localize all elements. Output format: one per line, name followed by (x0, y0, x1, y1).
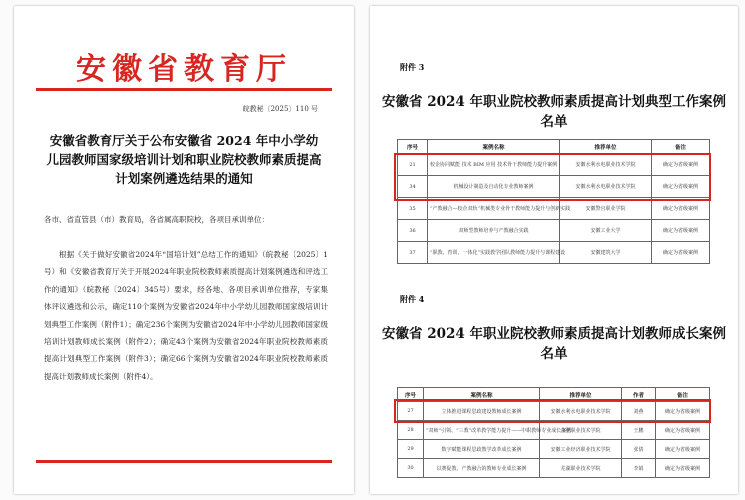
header-cell: 案例名称 (428, 140, 560, 154)
header-cell: 序号 (398, 140, 428, 154)
cell-unit: 安徽水利水电职业技术学院 (540, 402, 622, 421)
attachment4-title: 安徽省 2024 年职业院校教师素质提高计划教师成长案例名单 (382, 326, 726, 362)
cell-index: 30 (398, 459, 424, 478)
notice-title: 安徽省教育厅关于公布安徽省 2024 年中小学幼儿园教师国家级培训计划和职业院校教师素质提高计划案例遴选结果的通知 (46, 133, 322, 186)
cell-unit: 安徽水利水电职业技术学院 (560, 176, 652, 198)
attachment4-label: 附件 4 (400, 294, 425, 304)
highlight-box-attachment4 (394, 399, 711, 423)
cell-unit: 安徽建筑大学 (560, 242, 652, 264)
header-cell: 推荐单位 (560, 140, 652, 154)
cell-case-name: 数字赋能课程思政教学改革成长案例 (424, 440, 540, 459)
cell-note: 确定为省级案例 (656, 440, 710, 459)
cell-case-name: 以赛促教、产教融合的教师专业成长案例 (424, 459, 540, 478)
notice-page (14, 6, 354, 494)
header-cell: 推荐单位 (540, 388, 622, 402)
cell-case-name: 双师型教师培养与产教融合实践 (428, 220, 560, 242)
table-row (398, 459, 710, 478)
cell-note: 确定为省级案例 (652, 242, 710, 264)
cell-note: 确定为省级案例 (656, 402, 710, 421)
doc-header: 安徽省教育厅 (76, 52, 292, 87)
cell-note: 确定为省级案例 (652, 220, 710, 242)
table-row (398, 220, 710, 242)
cell-index: 37 (398, 242, 428, 264)
cell-note: 确定为省级案例 (656, 459, 710, 478)
cell-author: 王鹏 (622, 421, 656, 440)
header-cell: 序号 (398, 388, 424, 402)
cell-unit: 芜湖职业技术学院 (540, 459, 622, 478)
cell-index: 27 (398, 402, 424, 421)
cell-index: 29 (398, 440, 424, 459)
cell-index: 21 (398, 154, 428, 176)
cell-case-name: “产教融合—校企双轨”机械类专业骨干教师能力提升与创新实践 (428, 198, 560, 220)
table-header-row (398, 140, 710, 154)
attachment3-label: 附件 3 (400, 62, 425, 72)
doc-number: 皖教秘〔2025〕110 号 (242, 105, 318, 113)
cell-unit: 安徽工业经济职业技术学院 (540, 440, 622, 459)
cell-note: 确定为省级案例 (652, 154, 710, 176)
cell-unit: 安徽警官职业学院 (560, 198, 652, 220)
cell-unit: 安徽水利水电职业技术学院 (560, 154, 652, 176)
cell-note: 确定为省级案例 (656, 421, 710, 440)
cell-index: 34 (398, 176, 428, 198)
cell-case-name: “双师”引领、“三教”改革教学能力提升——中职教师专业成长案例 (424, 421, 540, 440)
table-row (398, 421, 710, 440)
cell-unit: 安徽工业大学 (560, 220, 652, 242)
header-cell: 备注 (652, 140, 710, 154)
cell-index: 36 (398, 220, 428, 242)
attachment-page (370, 6, 738, 494)
cell-author: 李娟 (622, 459, 656, 478)
cell-note: 确定为省级案例 (652, 198, 710, 220)
highlight-box-attachment3 (394, 153, 711, 201)
cell-case-name: 机械设计制造及自动化专业教师案例 (428, 176, 560, 198)
cell-index: 28 (398, 421, 424, 440)
cell-author: 张倩 (622, 440, 656, 459)
header-cell: 作者 (622, 388, 656, 402)
addressee: 各市、省直管县（市）教育局，各省属高职院校，各项目承训单位： (44, 215, 269, 224)
cell-index: 35 (398, 198, 428, 220)
cell-unit: 合肥职业技术学院 (540, 421, 622, 440)
footer-red-line (36, 460, 332, 463)
header-cell: 案例名称 (424, 388, 540, 402)
cell-author: 刘燕 (622, 402, 656, 421)
header-cell: 备注 (656, 388, 710, 402)
cell-case-name: 立体推进课程思政建设教师成长案例 (424, 402, 540, 421)
table-row (398, 242, 710, 264)
header-red-line (36, 88, 332, 91)
cell-note: 确定为省级案例 (652, 176, 710, 198)
notice-body: 根据《关于做好安徽省2024年“国培计划”总结工作的通知》（皖教秘〔2025〕1号）和《安徽省教育厅关于开展2024年职业院校教师素质提高计划案例遴选和评选工作的通知》（皖教秘〔2024〕345号）要求，经各地、各项目承训单位推荐，专家集体评议遴选和公示，确定110个案例为安徽省2024年中小学幼儿园教师国家级培训计划典型工作案例（附件1）；确定236个案例为安徽省2024年中小学幼儿园教师国家级培训计划教师成长案例（附件2）；确定43个案例为安徽省2024年职业院校教师素质提高计划典型工作案例（附件3）；确定66个案例为安徽省2024年职业院校教师素质提高计划教师成长案例（附件4）。 (44, 250, 328, 381)
cell-case-name: “职教、育训、一体化”实践教学团队教师能力提升与课程建设 (428, 242, 560, 264)
table-row (398, 440, 710, 459)
cell-case-name: 校企协同赋能 技术 BIM 应用 技术骨干教师能力提升案例 (428, 154, 560, 176)
attachment3-title: 安徽省 2024 年职业院校教师素质提高计划典型工作案例名单 (382, 94, 726, 130)
